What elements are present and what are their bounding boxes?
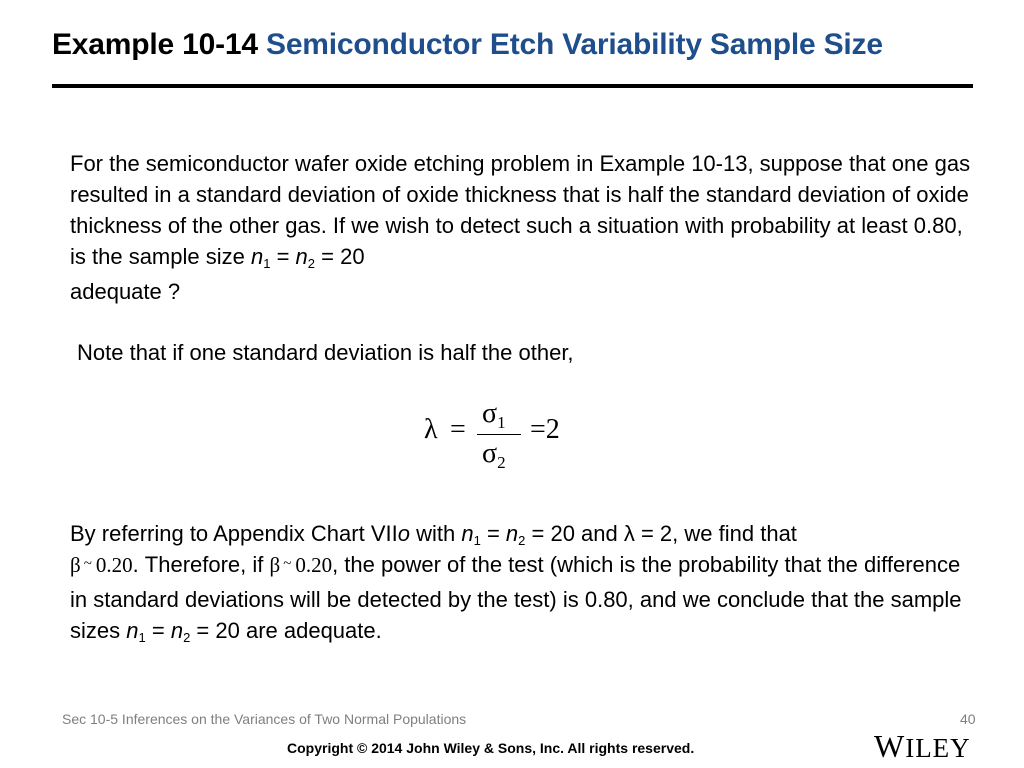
n-variable: n [505,521,519,546]
n-variable: n [461,521,474,546]
wiley-logo: WILEY [874,728,971,764]
page-number: 40 [960,711,976,727]
fraction-bar [477,434,521,435]
lambda-equation [424,398,624,478]
problem-paragraph: For the semiconductor wafer oxide etching problem in Example 10-13, suppose that one gas resulted in a standard deviation of oxide thickness that is half the standard deviation of oxide thickness of the other gas. If we wish to detect such a situation with probability at least 0.80, is the sample size $n_1 = n_2 = 20$ adequate ? [70,151,971,304]
n-variable: n [295,244,308,269]
section-footer: Sec 10-5 Inferences on the Variances of Two Normal Populations [62,711,467,727]
equals-sign: = [450,414,466,445]
denominator-sigma2: $\sigma_2$ [482,438,506,472]
example-label: Example 10-14 [52,28,258,61]
note-paragraph: Note that if one standard deviation is half the other, [77,340,574,365]
title-text: Semiconductor Etch Variability Sample Size [266,28,883,61]
equation-result: =2 [530,414,560,445]
title-divider [52,84,973,88]
lambda-symbol: λ [424,414,438,445]
copyright-notice: Copyright © 2014 John Wiley & Sons, Inc. All rights reserved. [287,740,695,756]
n-variable: n [170,618,184,643]
numerator-sigma1: $\sigma_1$ [482,398,506,432]
n-variable: n [250,244,264,269]
beta-expression: β ~ 0.20 [269,553,333,577]
conclusion-paragraph: By referring to Appendix Chart VIIo with $n_1 = n_2 = 20$ and λ = 2, we find that β ~ 0.20. Therefore, if β ~ 0.20, the power of the test (which is the probability that the difference in standard deviations will be detected by the test) is 0.80, and we conclude that the sample sizes $n_1 = n_2 = 20$ are adequate. [70,521,962,645]
slide-title [52,28,883,62]
n-variable: n [126,618,139,643]
beta-expression: β ~ 0.20 [70,553,133,577]
